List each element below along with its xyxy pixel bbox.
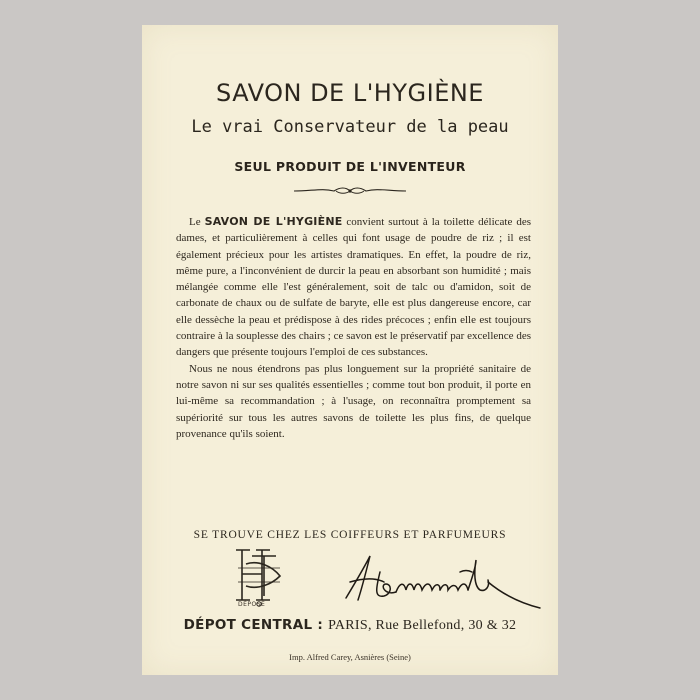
card-tagline: SEUL PRODUIT DE L'INVENTEUR <box>234 159 466 174</box>
handwritten-signature <box>340 552 550 614</box>
para1-start: Le <box>189 216 201 228</box>
para1-rest: convient surtout à la toilette délicate des dames, et particulièrement à celles qui font usage de poudre de riz ; il est également précieux pour les artistes dramatiques. En effet, la poudre de riz, même pure, a l'inconvénient de durcir la peau en absorbant son humidité ; mais mélangée comme elle l'est généralement, soit de talc ou d'amidon, soit de carbonate de chaux ou de sulfate de baryte, elle est plus dangereuse encore, car elle dessèche la peau et prédispose à des rides précoces ; enfin elle est toujours contraire à la souplesse des chairs ; ce savon est le préservatif par excellence des dangers que présente toujours l'emploi de ces substances. <box>176 216 531 359</box>
central-depot-line <box>142 617 558 634</box>
paragraph-2: Nous ne nous étendrons pas plus longuement sur la propriété sanitaire de notre savon ni sur ses qualités essentielles ; comme tout bon produit, il porte en lui-même sa recommandation ; à l'usage, on reconnaîtra promptement sa supériorité sur tous les autres savons de toilette les plus fins, de quelque provenance qu'ils soient. <box>176 362 531 440</box>
advertising-card <box>142 25 558 675</box>
card-subtitle: Le vrai Conservateur de la peau <box>191 117 509 137</box>
monogram-trademark-icon <box>232 546 286 608</box>
depot-address: PARIS, Rue Bellefond, 30 & 32 <box>328 618 517 633</box>
printer-imprint: Imp. Alfred Carey, Asnières (Seine) <box>289 652 411 662</box>
paragraph-1 <box>176 214 531 361</box>
depot-label: DÉPOT CENTRAL : <box>183 617 324 633</box>
sold-at-line: SE TROUVE CHEZ LES COIFFEURS ET PARFUMEURS <box>193 529 507 541</box>
product-name-emphasis: SAVON DE L'HYGIÈNE <box>204 215 343 228</box>
ornament-divider-icon <box>292 184 408 198</box>
depose-mark: DÉPOSÉ <box>238 601 266 608</box>
body-text <box>176 214 531 442</box>
card-title: SAVON DE L'HYGIÈNE <box>216 79 484 107</box>
